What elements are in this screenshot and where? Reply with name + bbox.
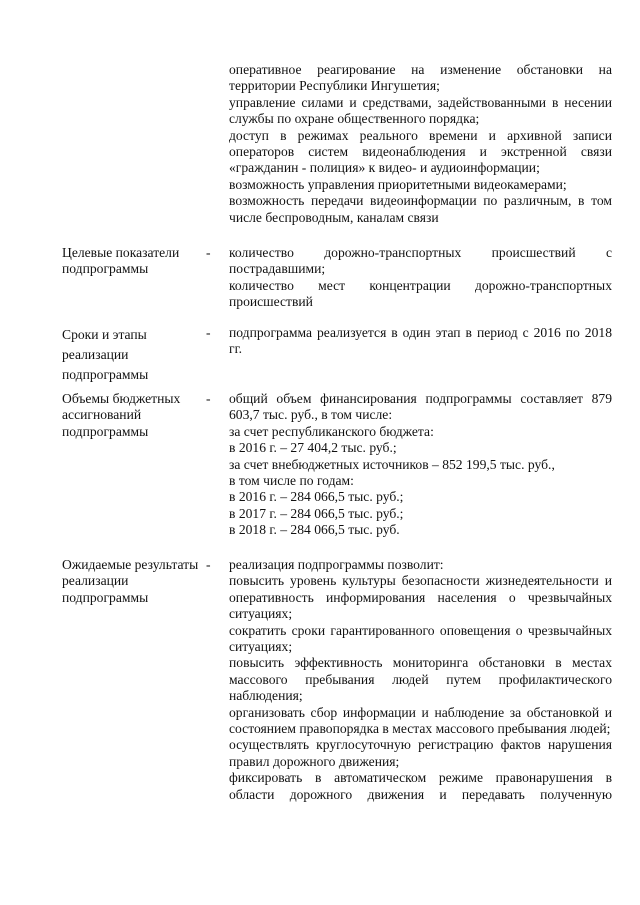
text-item: повысить уровень культуры безопасности жизнедеятельности и оперативность информирования населения о чрезвычайных ситуациях;: [229, 573, 612, 622]
text-item: подпрограмма реализуется в один этап в период с 2016 по 2018 гг.: [229, 325, 612, 357]
row-dash: -: [206, 325, 211, 340]
text-item: осуществлять круглосуточную регистрацию фактов нарушения правил дорожного движения;: [229, 737, 612, 769]
row-dash: -: [206, 245, 211, 260]
text-item: количество мест концентрации дорожно-транспортных происшествий: [229, 277, 612, 310]
text-item: доступ в режимах реального времени и архивной записи операторов систем видеонаблюдения и экстренной связи «гражданин - полиция» к видео- и аудиоинформации;: [229, 127, 612, 176]
text-item: общий объем финансирования подпрограммы составляет 879 603,7 тыс. руб., в том числе:: [229, 391, 612, 423]
text-item: возможность передачи видеоинформации по различным, в том числе беспроводным, каналам связи: [229, 193, 612, 225]
text-item: в 2018 г. – 284 066,5 тыс. руб.: [229, 522, 400, 538]
budget-items: [229, 391, 612, 539]
targets-items: [229, 245, 612, 311]
text-item: оперативное реагирование на изменение обстановки на территории Республики Ингушетия;: [229, 62, 612, 94]
text-item: за счет республиканского бюджета:: [229, 423, 434, 439]
text-item: в том числе по годам:: [229, 473, 354, 489]
text-item: количество дорожно-транспортных происшествий с пострадавшими;: [229, 245, 612, 277]
results-items: [229, 557, 612, 803]
text-item: за счет внебюджетных источников – 852 199,5 тыс. руб.,: [229, 456, 555, 472]
row-label-targets: Целевые показатели подпрограммы: [62, 245, 180, 277]
row-label-terms: Сроки и этапы реализации подпрограммы: [62, 327, 149, 382]
row-label-results: Ожидаемые результаты реализации подпрограммы: [62, 557, 199, 605]
text-item: в 2016 г. – 284 066,5 тыс. руб.;: [229, 489, 404, 505]
row-label-budget: Объемы бюджетных ассигнований подпрограммы: [62, 391, 181, 439]
text-item: в 2017 г. – 284 066,5 тыс. руб.;: [229, 505, 404, 521]
row-dash: -: [206, 391, 211, 406]
text-item: в 2016 г. – 27 404,2 тыс. руб.;: [229, 440, 397, 456]
continuation-items: [229, 62, 612, 226]
text-item: фиксировать в автоматическом режиме правонарушения в области дорожного движения и передавать полученную: [229, 770, 612, 802]
text-item: управление силами и средствами, задействованными в несении службы по охране общественного порядка;: [229, 94, 612, 127]
text-item: повысить эффективность мониторинга обстановки в местах массового пребывания людей путем профилактического наблюдения;: [229, 655, 612, 704]
text-item: сократить сроки гарантированного оповещения о чрезвычайных ситуациях;: [229, 622, 612, 655]
text-item: организовать сбор информации и наблюдение за обстановкой и состоянием правопорядка в местах массового пребывания людей;: [229, 704, 612, 737]
row-dash: -: [206, 557, 211, 572]
text-item: реализация подпрограммы позволит:: [229, 557, 444, 572]
terms-items: [229, 325, 612, 358]
text-item: возможность управления приоритетными видеокамерами;: [229, 176, 567, 192]
